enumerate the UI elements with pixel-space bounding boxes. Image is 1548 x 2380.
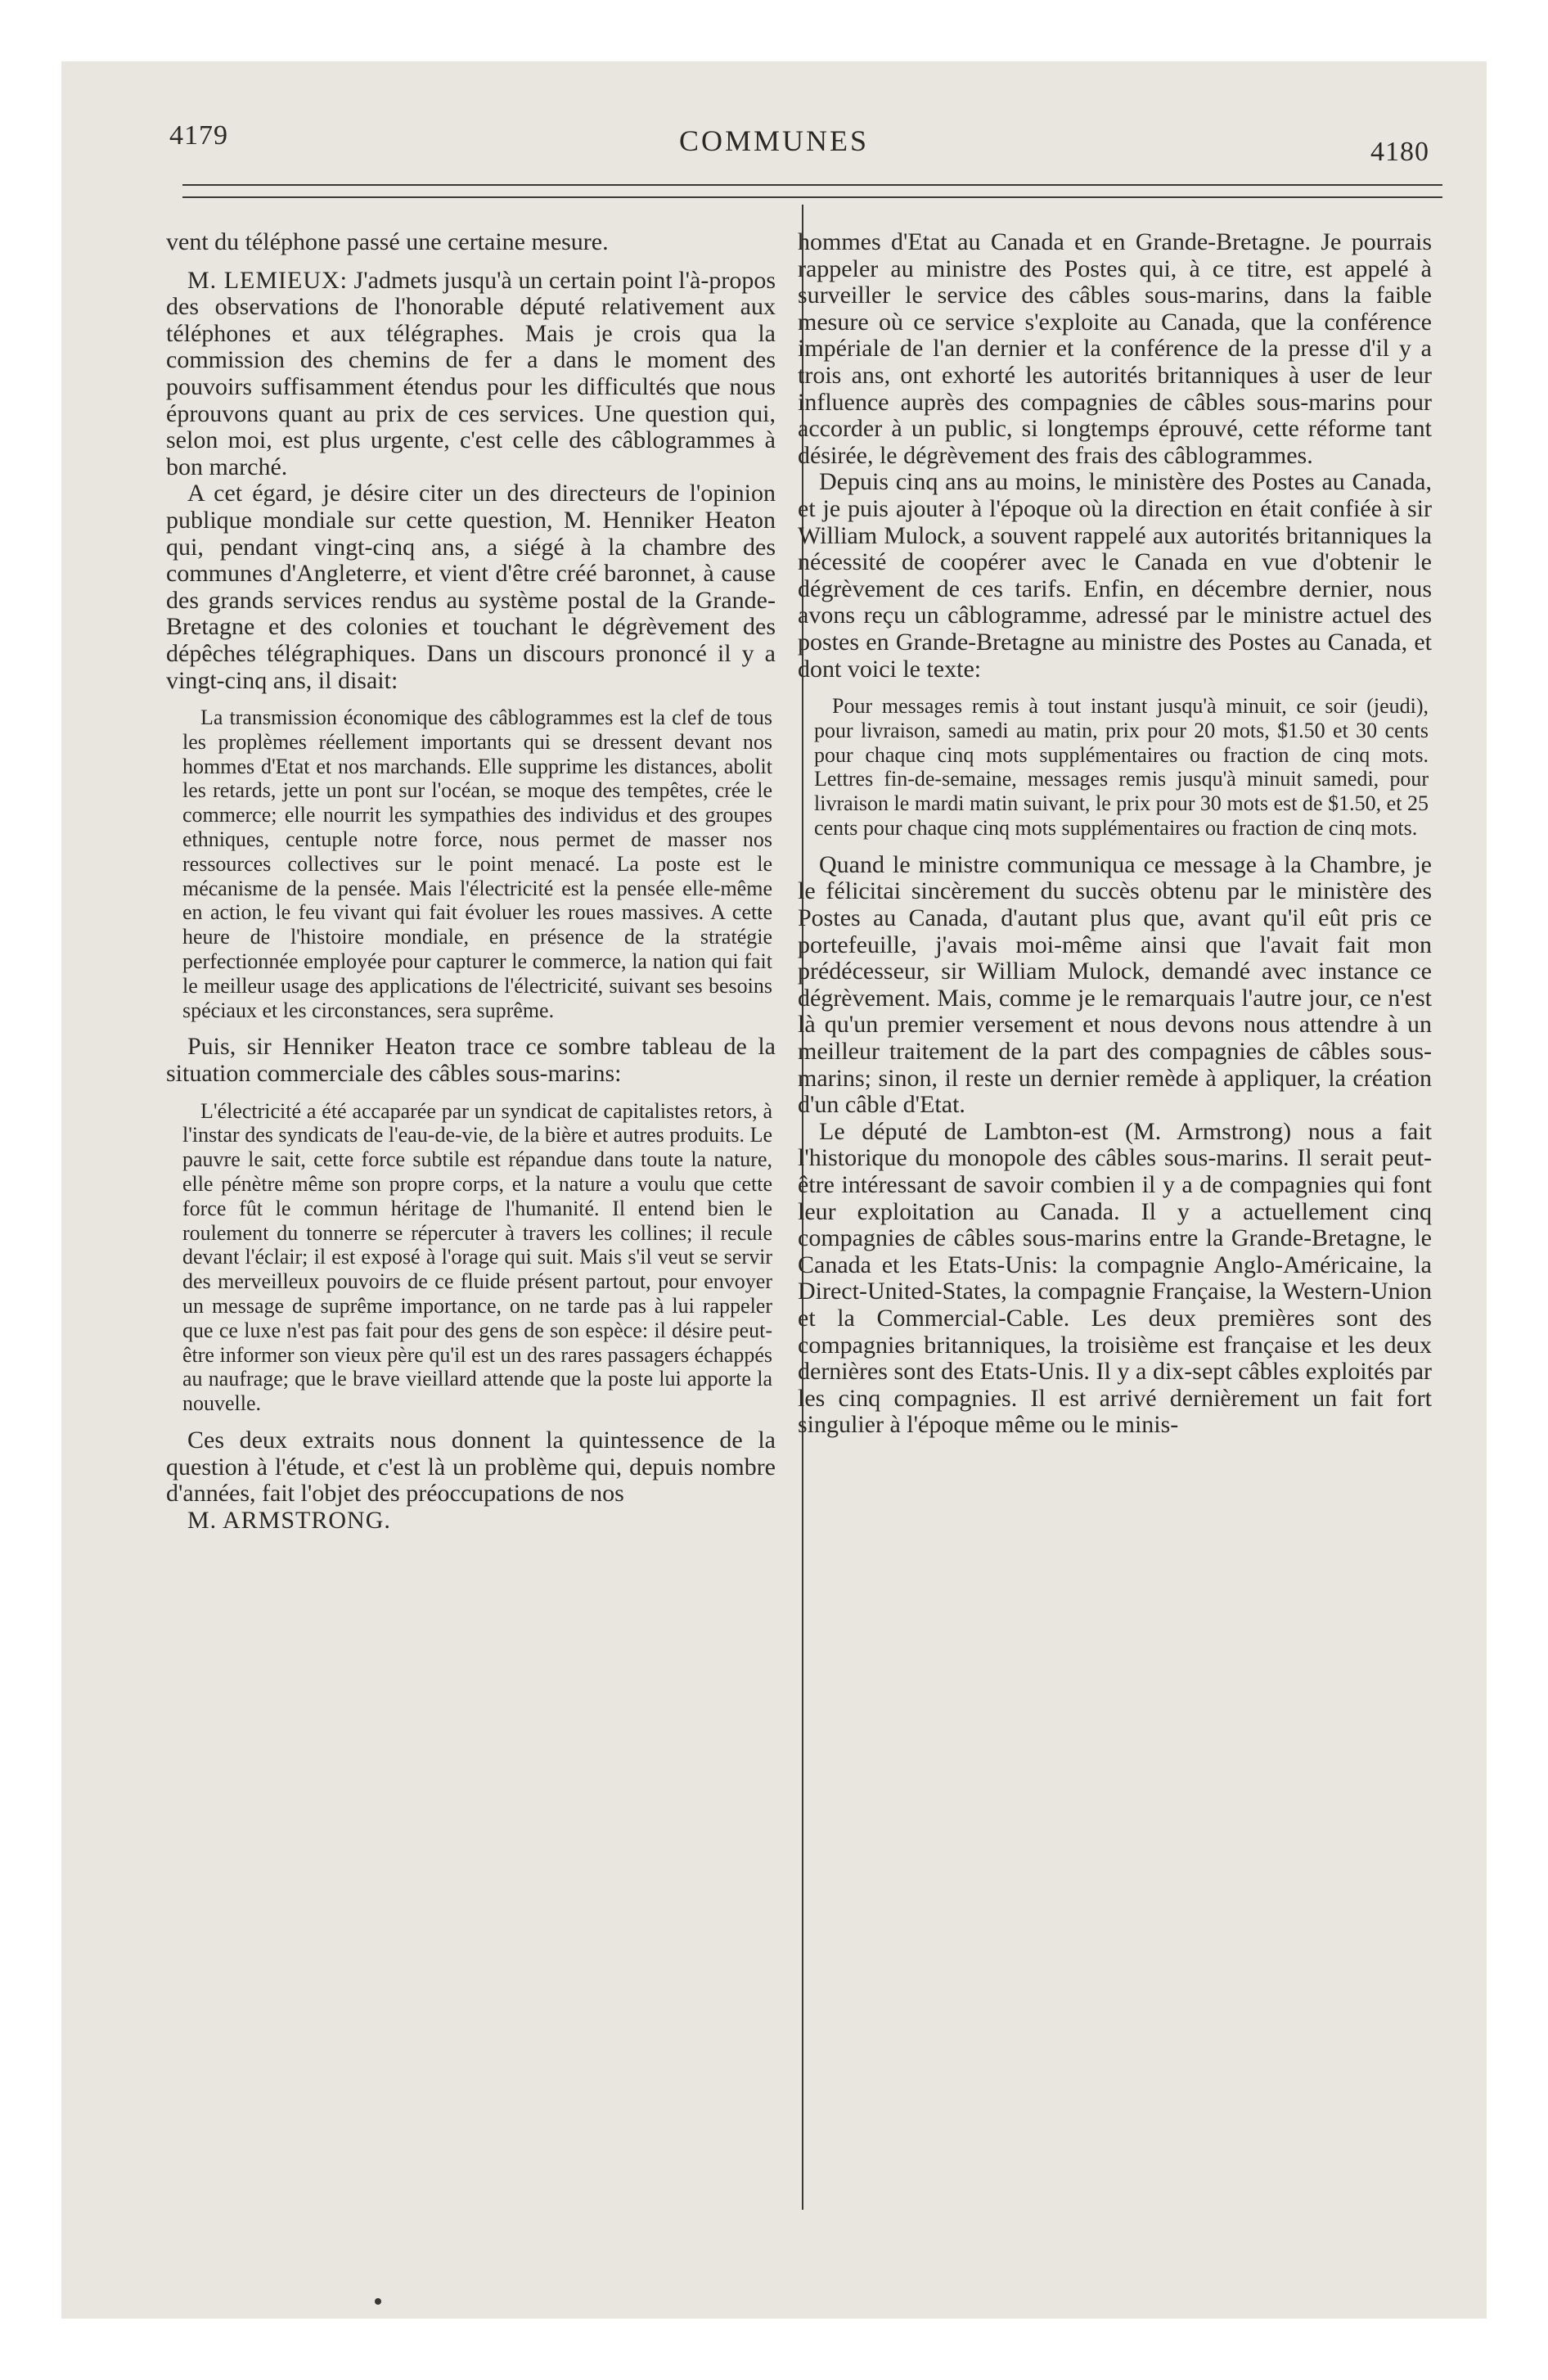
header-rule-top bbox=[182, 184, 1442, 186]
right-column bbox=[798, 229, 1432, 1439]
left-quote-1: La transmission économique des câblogrammes est la clef de tous les proplèmes réellement importants qui se dressent devant nos hommes d'Etat et nos marchands. Elle supprime les distances, abolit les retards, jette un pont sur l'océan, se moque des tempêtes, crée le commerce; elle nourrit les sympathies des individus et des groupes ethniques, centuple notre force, nous permet de masser nos ressources collectives sur le point menacé. La poste est le mécanisme de la pensée. Mais l'électricité est la pensée elle-même en action, le feu vivant qui fait évoluer les roues massives. A cette heure de l'histoire mondiale, en présence de la stratégie perfectionnée employée pour capturer le commerce, la nation qui fait le meilleur usage des applications de l'électricité, suivant ses besoins spéciaux et les circonstances, sera suprême. bbox=[182, 705, 772, 1022]
page-number-left: 4179 bbox=[169, 120, 228, 151]
left-quote-2: L'électricité a été accaparée par un syndicat de capitalistes retors, à l'instar des syndicats de l'eau-de-vie, de la bière et autres produits. Le pauvre le sait, cette force subtile est répandue dans toute la nature, elle pénètre même son propre corps, et la nature a voulu que cette force fût le commun héritage de l'humanité. Il entend bien le roulement du tonnerre se répercuter à travers les collines; il recule devant l'éclair; il est exposé à l'orage qui suit. Mais s'il veut se servir des merveilleux pouvoirs de ce fluide présent partout, pour envoyer un message de suprême importance, on ne tarde pas à lui rappeler que ce luxe n'est pas fait pour des gens de son espèce: il désire peut-être informer son vieux père qu'il est un des rares passagers échappés au naufrage; que le brave vieillard attende que la poste lui apporte la nouvelle. bbox=[182, 1098, 772, 1416]
left-paragraph-5: Ces deux extraits nous donnent la quintessence de la question à l'étude, et c'est là un problème qui, depuis nombre d'années, fait l'objet des préoccupations de nos bbox=[166, 1427, 776, 1508]
ink-speck bbox=[375, 2298, 381, 2305]
left-paragraph-2-text: J'admets jusqu'à un certain point l'à-propos des observations de l'honorable député relativement aux téléphones et aux télégraphes. Mais je crois qua la commission des chemins de fer a dans le moment des pouvoirs suffisamment étendus pour les difficultés que nous éprouvons quant au prix de ces services. Une question qui, selon moi, est plus urgente, c'est celle des câblogrammes à bon marché. bbox=[166, 266, 776, 480]
page-number-right: 4180 bbox=[1370, 137, 1429, 167]
left-paragraph-4: Puis, sir Henniker Heaton trace ce sombre tableau de la situation commerciale des câbles sous-marins: bbox=[166, 1033, 776, 1088]
right-paragraph-2: Depuis cinq ans au moins, le ministère des Postes au Canada, et je puis ajouter à l'époque où la direction en était confiée à sir William Mulock, a souvent rappelé aux autorités britanniques la nécessité de coopérer avec le Canada en vue d'obtenir le dégrèvement de ces tarifs. Enfin, en décembre dernier, nous avons reçu un câblogramme, adressé par le ministre actuel des postes en Grande-Bretagne au ministre des Postes au Canada, et dont voici le texte: bbox=[798, 468, 1432, 683]
right-paragraph-4: Le député de Lambton-est (M. Armstrong) nous a fait l'historique du monopole des câbles sous-marins. Il serait peut-être intéressant de savoir combien il y a de compagnies qui font leur exploitation au Canada. Il y a actuellement cinq compagnies de câbles sous-marins entre la Grande-Bretagne, le Canada et les Etats-Unis: la compagnie Anglo-Américaine, la Direct-United-States, la compagnie Française, la Western-Union et la Commercial-Cable. Les deux premières sont des compagnies britanniques, la troisième est française et les deux dernières sont des Etats-Unis. Il y a dix-sept câbles exploités par les cinq compagnies. Il est arrivé dernièrement un fait fort singulier à l'époque même ou le minis- bbox=[798, 1117, 1432, 1439]
left-paragraph-2 bbox=[166, 268, 776, 481]
speaker-armstrong: M. ARMSTRONG. bbox=[187, 1506, 391, 1534]
speaker-lemieux: M. LEMIEUX: bbox=[187, 266, 349, 294]
left-column bbox=[166, 229, 776, 1534]
left-paragraph-1: vent du téléphone passé une certaine mesure. bbox=[166, 228, 609, 255]
left-paragraph-3: A cet égard, je désire citer un des directeurs de l'opinion publique mondiale sur cette question, M. Henniker Heaton qui, pendant vingt-cinq ans, a siégé à la chambre des communes d'Angleterre, et vient d'être créé baronnet, à cause des grands services rendus au système postal de la Grande-Bretagne et des colonies et touchant le dégrèvement des dépêches télégraphiques. Dans un discours prononcé il y a vingt-cinq ans, il disait: bbox=[166, 480, 776, 694]
document-page bbox=[61, 61, 1487, 2319]
running-title: COMMUNES bbox=[678, 124, 870, 157]
right-paragraph-3: Quand le ministre communiqua ce message à la Chambre, je le félicitai sincèrement du succès obtenu par le ministère des Postes au Canada, d'autant plus que, avant qu'il eût pris ce portefeuille, j'avais moi-même ainsi que l'avait fait mon prédécesseur, sir William Mulock, demandé avec instance ce dégrèvement. Mais, comme je le remarquais l'autre jour, ce n'est là qu'un premier versement et nous devons nous attendre à un meilleur traitement de la part des compagnies de câbles sous-marins; sinon, il reste un dernier remède à appliquer, la création d'un câble d'Etat. bbox=[798, 850, 1432, 1119]
page-header bbox=[61, 61, 1487, 241]
header-rule-bottom bbox=[182, 196, 1442, 198]
right-quote-1: Pour messages remis à tout instant jusqu'à minuit, ce soir (jeudi), pour livraison, samedi au matin, prix pour 20 mots, $1.50 et 30 cents pour chaque cinq mots supplémentaires ou fraction de cinq mots. Lettres fin-de-semaine, messages remis jusqu'à minuit samedi, pour livraison le mardi matin suivant, le prix pour 30 mots est de $1.50, et 25 cents pour chaque cinq mots supplémentaires ou fraction de cinq mots. bbox=[814, 694, 1429, 841]
right-paragraph-1: hommes d'Etat au Canada et en Grande-Bretagne. Je pourrais rappeler au ministre des Postes qui, à ce titre, est appelé à surveiller le service des câbles sous-marins, dans la faible mesure où ce service s'exploite au Canada, que la conférence impériale de l'an dernier et la conférence de la presse d'il y a trois ans, ont exhorté les autorités britanniques à user de leur influence auprès des compagnies de câbles sous-marins pour accorder à un public, si longtemps éprouvé, cette réforme tant désirée, le dégrèvement des frais des câblogrammes. bbox=[798, 228, 1432, 469]
